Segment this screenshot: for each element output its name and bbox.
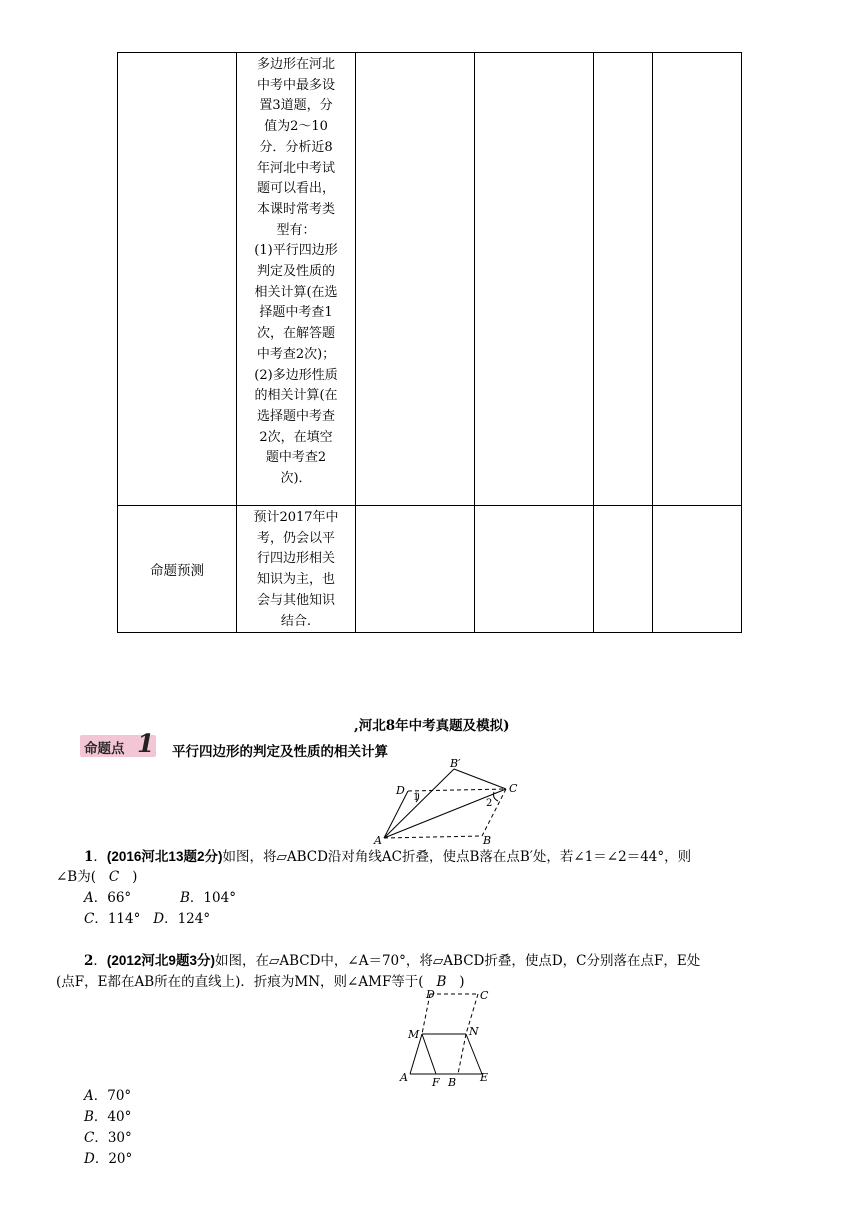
option-a [84,1086,132,1107]
label-angle-2: 2 [486,798,493,809]
table-cell [118,53,237,506]
label-a: A [400,1071,408,1084]
analysis-line: 题可以看出， [256,181,335,197]
option-letter: B [84,1109,94,1125]
analysis-cell [237,53,356,506]
option-b: ．104° [189,890,236,906]
edge-ne [466,1034,482,1074]
analysis-line: 次)． [280,471,312,487]
edge-mf [422,1034,436,1074]
analysis-table [117,52,742,633]
option-c-letter: C [84,911,95,927]
question-text: ∠B为( [56,869,96,885]
label-c: C [480,989,489,1002]
table-cell [475,53,594,506]
question-1: 1．(2016河北13题2分)如图，将▱ABCD沿对角线AC折叠，使点B落在点B′处，若∠1＝∠2＝44°，则 [84,849,692,865]
analysis-line: 型有： [276,222,316,238]
analysis-line: (2)多边形性质 [254,367,338,383]
analysis-line: 2次，在填空 [259,429,333,445]
table-cell [594,53,653,506]
label-b: B [448,1076,457,1088]
topic-title: 平行四边形的判定及性质的相关计算 [172,744,388,759]
option-letter: A [84,1088,94,1104]
analysis-text [237,53,355,490]
analysis-line: 中考查2次)； [256,346,336,362]
section-heading: ,河北8年中考真题及模拟) [354,718,510,734]
option-b [84,1107,132,1128]
analysis-line: 判定及性质的 [256,264,335,280]
edge-b-prime-c [454,769,506,789]
question-source: (2012河北9题3分) [106,953,215,968]
figure-fold-mn [396,988,496,1088]
figure-parallelogram-fold [370,756,520,846]
analysis-line: 值为2～10 [264,119,328,135]
option-c: ．114° [94,911,141,927]
prediction-cell [237,506,356,633]
label-n: N [469,1025,479,1038]
prediction-line: 行四边形相关 [256,551,335,567]
options-row [180,888,236,909]
option-d: ．124° [164,911,211,927]
analysis-line: (1)平行四边形 [254,243,338,259]
prediction-label: 命题预测 [118,506,237,633]
option-text: ．40° [93,1109,132,1125]
options-row [84,888,131,909]
label-m: M [408,1028,420,1041]
answer: B [436,974,447,990]
analysis-line: 选择题中考查 [256,408,335,424]
analysis-line: 分．分析近8 [259,139,333,155]
option-b-letter: B [180,890,190,906]
q2-options [84,1086,132,1170]
question-text: 如图，将▱ABCD沿对角线AC折叠，使点B落在点B′处，若∠1＝∠2＝44°，则 [222,849,692,865]
analysis-line: 置3道题，分 [259,98,333,114]
label-e: E [480,1071,489,1084]
label-f: F [432,1076,440,1088]
analysis-line: 中考中最多设 [256,77,335,93]
option-d-letter: D [153,911,165,927]
option-text: ．20° [94,1151,133,1167]
table-cell [356,53,475,506]
option-c [84,1128,132,1149]
edge-ab-prime [384,769,454,838]
analysis-line: 年河北中考试 [256,160,335,176]
table-cell [653,53,742,506]
label-a: A [374,834,382,846]
label-b-prime: B′ [450,757,461,770]
question-number: 1 [84,849,94,865]
analysis-line: 题中考查2 [265,450,327,466]
option-text: ．70° [93,1088,132,1104]
table-cell [653,506,742,633]
option-letter: C [84,1130,95,1146]
analysis-line: 本课时常考类 [256,201,335,217]
dashed-edge-ab [384,836,482,838]
option-d [84,1149,132,1170]
label-c: C [509,782,518,795]
prediction-line: 会与其他知识 [256,592,335,608]
badge-number: 1 [137,729,155,758]
options-row [84,909,210,930]
dashed-edge-nb [458,1034,466,1074]
table-cell [356,506,475,633]
prediction-text [237,506,355,632]
question-text: (点F，E都在AB所在的直线上)．折痕为MN，则∠AMF等于( [56,974,424,990]
label-d: D [426,988,435,1001]
dashed-edge-dc [408,789,506,791]
analysis-line: 相关计算(在选 [254,284,338,300]
analysis-line: 的相关计算(在 [254,388,338,404]
analysis-line: 多边形在河北 [256,57,335,72]
prediction-line: 预计2017年中 [253,510,339,525]
topic-badge [80,729,156,758]
label-b: B [483,834,492,846]
label-angle-1: 1 [413,792,420,803]
option-a: ．66° [93,890,132,906]
table-cell [475,506,594,633]
question-text: ) [459,974,465,990]
option-letter: D [84,1151,95,1167]
edge-ad [384,791,408,838]
question-number: 2 [84,953,94,969]
label-d: D [396,784,405,797]
badge-label: 命题点 [84,741,125,756]
question-source: (2016河北13题2分) [106,849,223,864]
table-row [118,506,742,633]
question-text: ) [132,869,138,885]
prediction-line: 知识为主，也 [256,572,335,588]
question-2: 2．(2012河北9题3分)如图，在▱ABCD中，∠A＝70°，将▱ABCD折叠，使点D，C分别落在点F，E处 [84,953,701,969]
prediction-line: 结合. [280,613,312,629]
analysis-line: 择题中考查1 [259,305,333,321]
option-text: ．30° [94,1130,132,1146]
option-a-letter: A [84,890,94,906]
question-1-line2 [56,867,137,888]
table-row [118,53,742,506]
table-cell [594,506,653,633]
prediction-line: 考，仍会以平 [256,530,335,546]
question-text: 如图，在▱ABCD中，∠A＝70°，将▱ABCD折叠，使点D，C分别落在点F，E处 [214,953,701,969]
analysis-line: 次，在解答题 [256,326,335,342]
answer: C [108,869,120,885]
